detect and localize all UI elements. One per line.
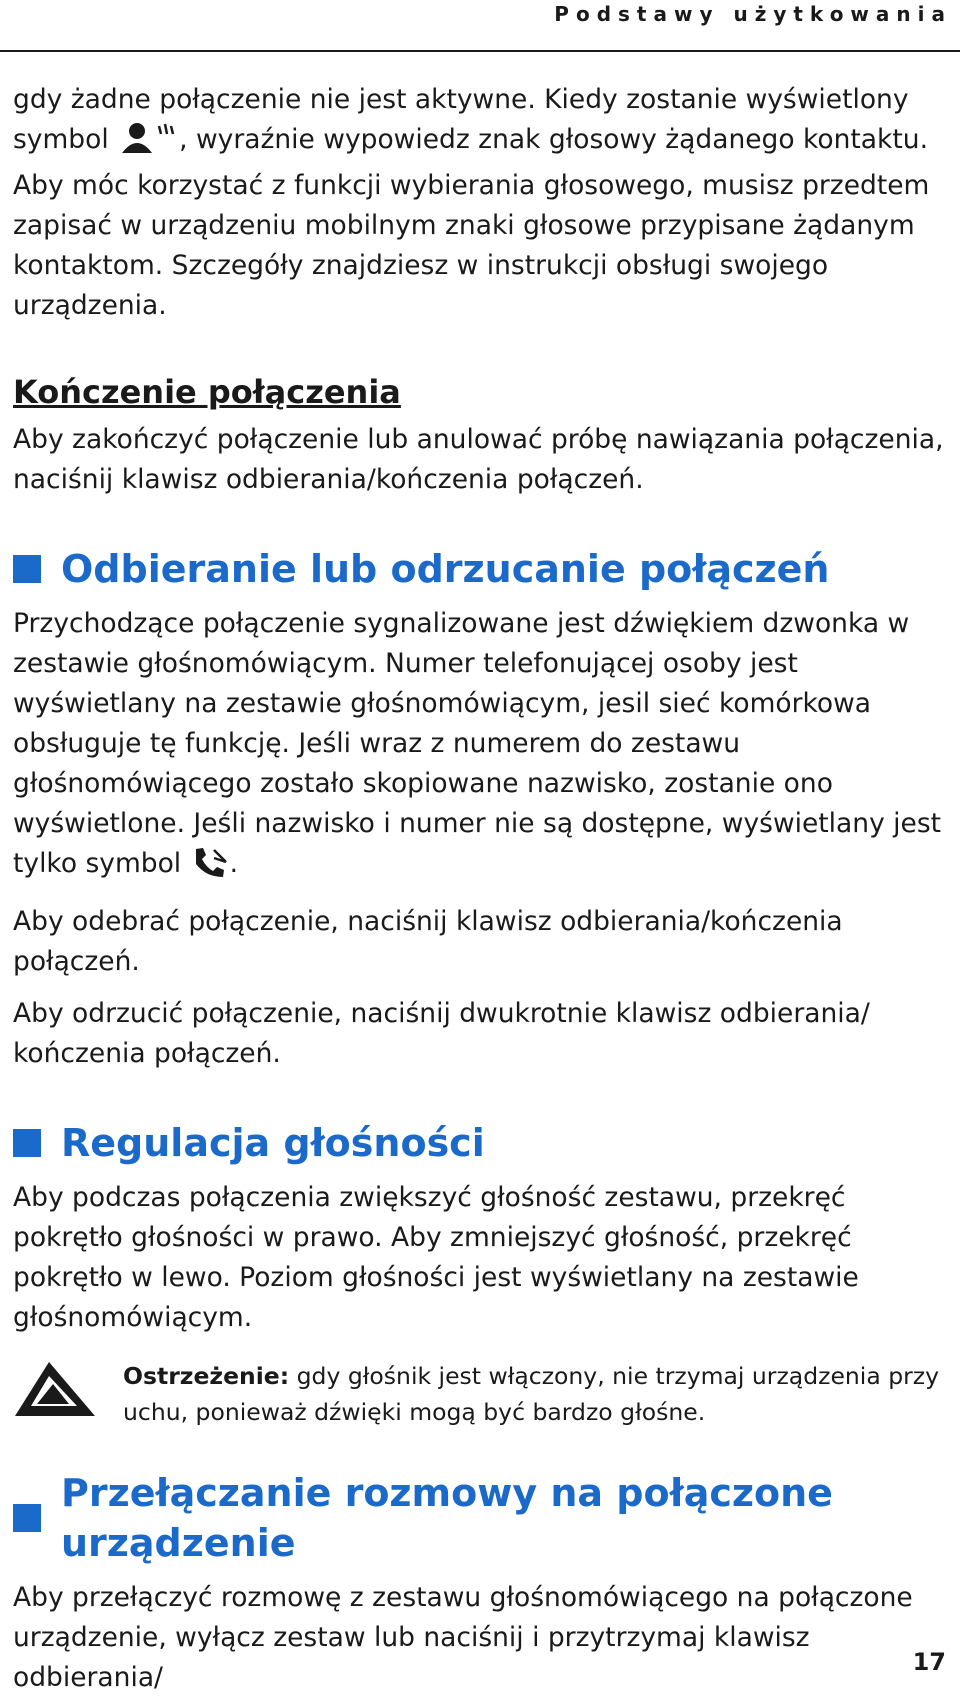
page-number: 17 [912, 1648, 946, 1676]
section-marker-icon [13, 1504, 41, 1532]
intro-line-2 [13, 120, 953, 166]
answer-reject-text-end: . [229, 848, 239, 879]
header-divider [0, 50, 960, 52]
warning-icon [13, 1358, 109, 1424]
incoming-call-icon [190, 844, 230, 890]
answer-reject-heading [13, 544, 953, 594]
intro-line-2-end: , wyraźnie wypowiedz znak głosowy żądanego kontaktu. [179, 124, 928, 155]
intro-line-1: gdy żadne połączenie nie jest aktywne. Kiedy zostanie wyświetlony [13, 84, 909, 115]
reject-call-text: Aby odrzucić połączenie, naciśnij dwukrotnie klawisz odbierania/ kończenia połączeń. [13, 998, 870, 1069]
answer-call-text: Aby odebrać połączenie, naciśnij klawisz odbierania/kończenia połączeń. [13, 906, 843, 977]
switch-text: Aby przełączyć rozmowę z zestawu głośnomówiącego na połączone urządzenie, wyłącz zestaw lub naciśnij i przytrzymaj klawisz odbierania/ [13, 1582, 913, 1693]
answer-reject-title: Odbieranie lub odrzucanie połączeń [61, 547, 830, 591]
warning-label: Ostrzeżenie: [123, 1362, 290, 1390]
voice-dial-icon [117, 120, 179, 166]
ending-call-text: Aby zakończyć połączenie lub anulować próbę nawiązania połączenia, naciśnij klawisz odbierania/kończenia połączeń. [13, 424, 944, 495]
switch-title: Przełączanie rozmowy na połączone urządzenie [61, 1471, 833, 1565]
ending-call-heading: Kończenie połączenia [13, 373, 401, 411]
section-marker-icon [13, 1129, 41, 1157]
volume-heading [13, 1118, 953, 1168]
intro-line-2-start: symbol [13, 124, 109, 155]
section-marker-icon [13, 555, 41, 583]
warning-body: gdy głośnik jest włączony, nie trzymaj urządzenia przy uchu, ponieważ dźwięki mogą być bardzo głośne. [123, 1362, 940, 1426]
answer-reject-text [13, 604, 953, 890]
page-content [13, 80, 953, 1698]
running-header: Podstawy użytkowania [554, 2, 952, 26]
answer-reject-text-start: Przychodzące połączenie sygnalizowane jest dźwiękiem dzwonka w zestawie głośnomówiącym. Numer telefonującej osoby jest wyświetlany na zestawie głośnomówiącym, jesil sieć komórkowa obsługuje tę funkcję. Jeśli wraz z numerem do zestawu głośnomówiącego zostało skopiowane nazwisko, zostanie ono wyświetlone. Jeśli nazwisko i numer nie są dostępne, wyświetlany jest tylko symbol [13, 608, 942, 879]
intro-paragraph-2: Aby móc korzystać z funkcji wybierania głosowego, musisz przedtem zapisać w urządzeniu mobilnym znaki głosowe przypisane żądanym kontaktom. Szczegóły znajdziesz w instrukcji obsługi swojego urządzenia. [13, 170, 930, 321]
volume-text: Aby podczas połączenia zwiększyć głośność zestawu, przekręć pokrętło głośności w prawo. Aby zmniejszyć głośność, przekręć pokrętło w lewo. Poziom głośności jest wyświetlany na zestawie głośnomówiącym. [13, 1182, 859, 1333]
volume-title: Regulacja głośności [61, 1121, 485, 1165]
warning-text [109, 1358, 953, 1430]
warning-note [13, 1358, 953, 1430]
switch-heading [13, 1468, 953, 1568]
